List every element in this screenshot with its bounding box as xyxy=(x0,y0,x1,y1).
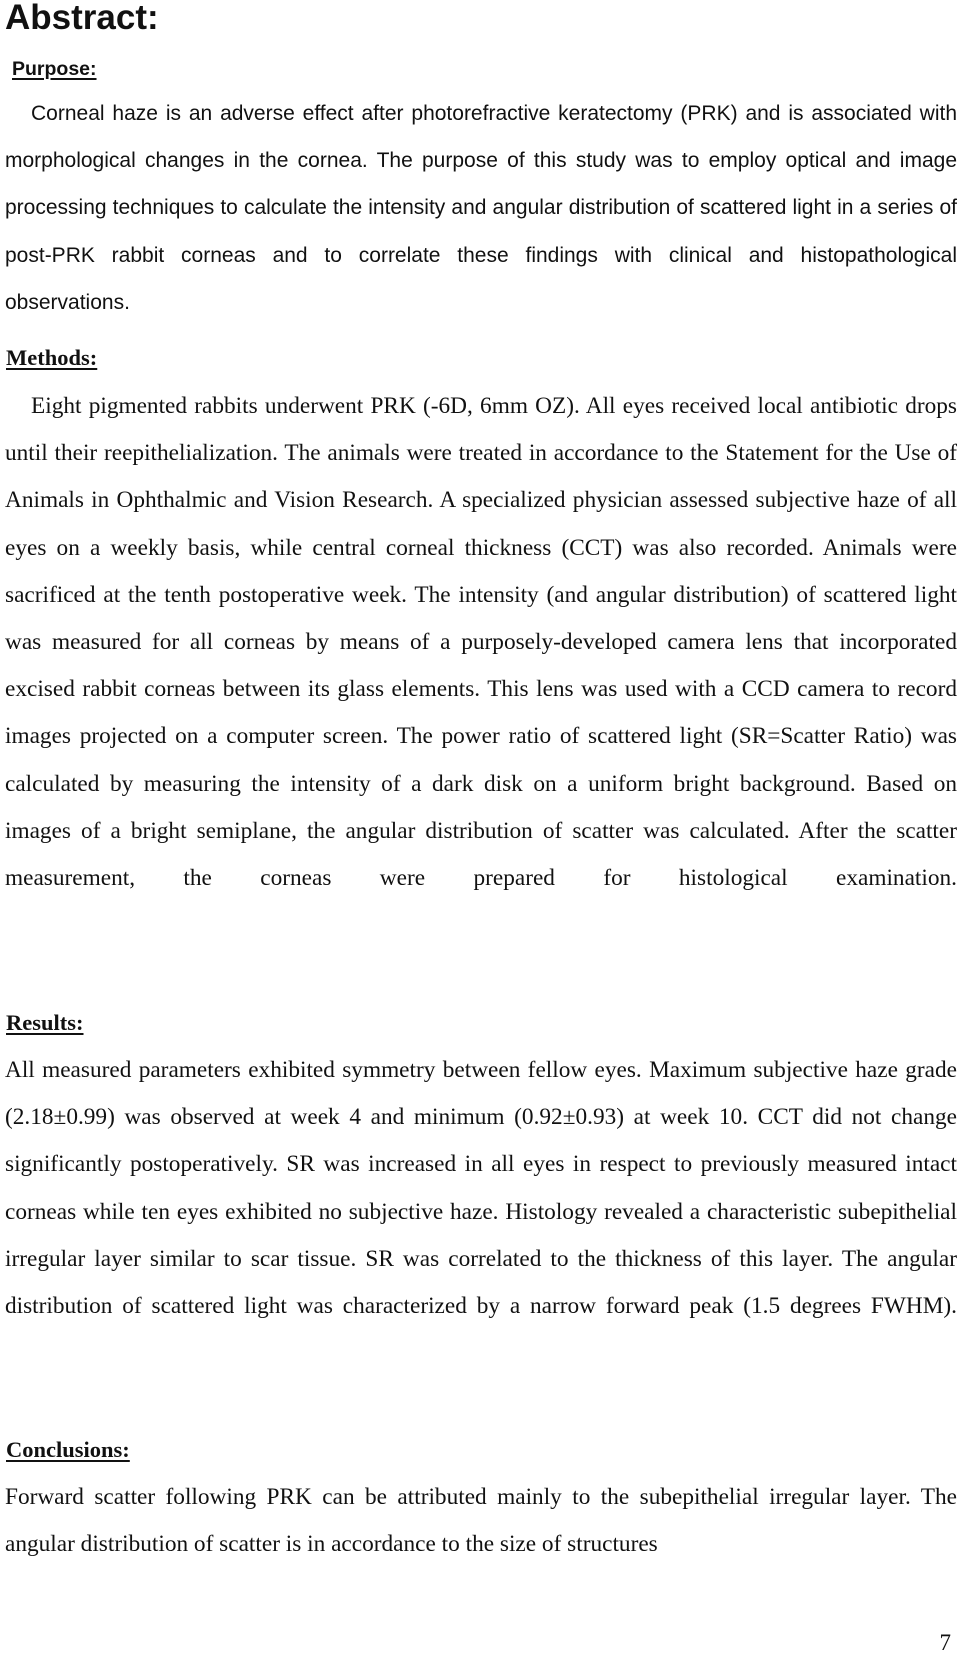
purpose-heading: Purpose: xyxy=(12,58,97,80)
results-heading: Results: xyxy=(6,1010,84,1035)
conclusions-text: Forward scatter following PRK can be attributed mainly to the subepithelial irregular layer. The angular distribution of scatter is in accordance to the size of structures xyxy=(5,1484,957,1558)
methods-text: Eight pigmented rabbits underwent PRK (-6D, 6mm OZ). All eyes received local antibiotic drops until their reepithelialization. The animals were treated in accordance to the Statement for the Use of Animals in Ophthalmic and Vision Research. A specialized physician assessed subjective haze of all eyes on a weekly basis, while central corneal thickness (CCT) was also recorded. Animals were sacrificed at the tenth postoperative week. The intensity (and angular distribution) of scattered light was measured for all corneas by means of a purposely-developed camera lens that incorporated excised rabbit corneas between its glass elements. This lens was used with a CCD camera to record images projected on a computer screen. The power ratio of scattered light (SR=Scatter Ratio) was calculated by measuring the intensity of a dark disk on a uniform bright background. Based on images of a bright semiplane, the angular distribution of scatter was calculated. After the scatter measurement, the corneas were prepared for histological examination. xyxy=(5,393,957,892)
results-text: All measured parameters exhibited symmetry between fellow eyes. Maximum subjective haze grade (2.18±0.99) was observed at week 4 and minimum (0.92±0.93) at week 10. CCT did not change significantly postoperatively. SR was increased in all eyes in respect to previously measured intact corneas while ten eyes exhibited no subjective haze. Histology revealed a characteristic subepithelial irregular layer similar to scar tissue. SR was correlated to the thickness of this layer. The angular distribution of scattered light was characterized by a narrow forward peak (1.5 degrees FWHM). xyxy=(5,1057,957,1320)
page-number: 7 xyxy=(939,1630,951,1655)
conclusions-heading: Conclusions: xyxy=(6,1437,130,1462)
abstract-title: Abstract: xyxy=(5,0,159,37)
purpose-text: Corneal haze is an adverse effect after photorefractive keratectomy (PRK) and is associated with morphological changes in the cornea. The purpose of this study was to employ optical and image processing techniques to calculate the intensity and angular distribution of scattered light in a series of post-PRK rabbit corneas and to correlate these findings with clinical and histopathological observations. xyxy=(5,102,957,314)
methods-heading: Methods: xyxy=(6,345,98,370)
